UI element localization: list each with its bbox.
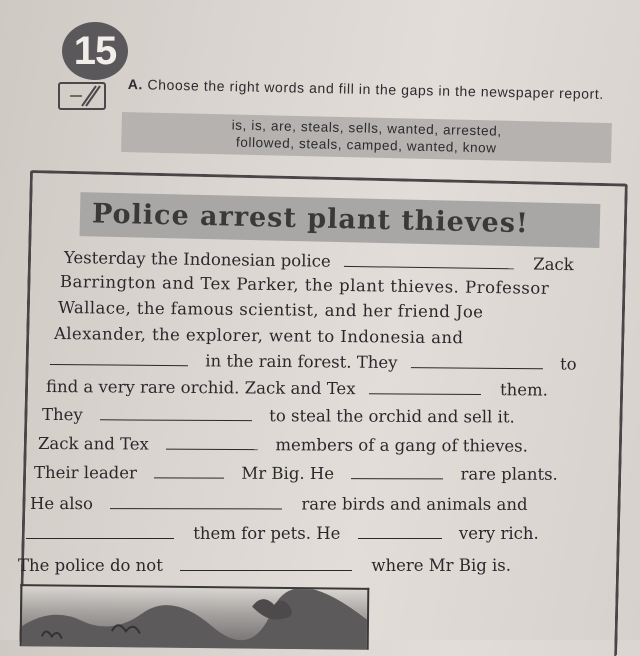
report-line: Their leader Mr Big. He rare plants. [33, 463, 558, 484]
lesson-number-badge: 15 [62, 22, 128, 80]
report-line: Zack and Tex members of a gang of thieves. [37, 434, 528, 456]
headline: Police arrest plant thieves! [91, 198, 530, 240]
report-line: Yesterday the Indonesian police Zack [63, 248, 574, 275]
answer-gap[interactable] [110, 496, 282, 509]
word-bank-line-2: followed, steals, camped, wanted, know [235, 134, 497, 156]
task-text: Choose the right words and fill in the gaps in the newspaper report. [147, 76, 604, 102]
answer-gap[interactable] [26, 526, 174, 539]
word-bank-line-1: is, is, are, steals, sells, wanted, arrested, [231, 117, 502, 139]
report-line: He also rare birds and animals and [29, 494, 528, 514]
answer-gap[interactable] [166, 437, 258, 450]
answer-gap[interactable] [50, 352, 188, 366]
report-line: Barrington and Tex Parker, the plant thieves. Professor [59, 272, 550, 298]
answer-gap[interactable] [411, 355, 543, 369]
answer-gap[interactable] [100, 407, 252, 421]
answer-gap[interactable] [180, 558, 352, 571]
report-line: find a very rare orchid. Zack and Tex them. [45, 377, 549, 400]
answer-gap[interactable] [351, 466, 443, 479]
answer-gap[interactable] [154, 465, 224, 478]
report-line: Alexander, the explorer, went to Indonesia and [53, 324, 464, 348]
answer-gap[interactable] [344, 254, 514, 269]
report-line: them for pets. He very rich. [26, 524, 539, 543]
report-line: The police do not where Mr Big is. [18, 556, 512, 575]
report-line: in the rain forest. They to [50, 350, 577, 374]
answer-gap[interactable] [369, 381, 481, 395]
report-line: Wallace, the famous scientist, and her friend Joe [57, 298, 484, 322]
answer-gap[interactable] [358, 526, 442, 539]
task-letter: A. [127, 76, 144, 93]
report-line: They to steal the orchid and sell it. [41, 405, 515, 427]
